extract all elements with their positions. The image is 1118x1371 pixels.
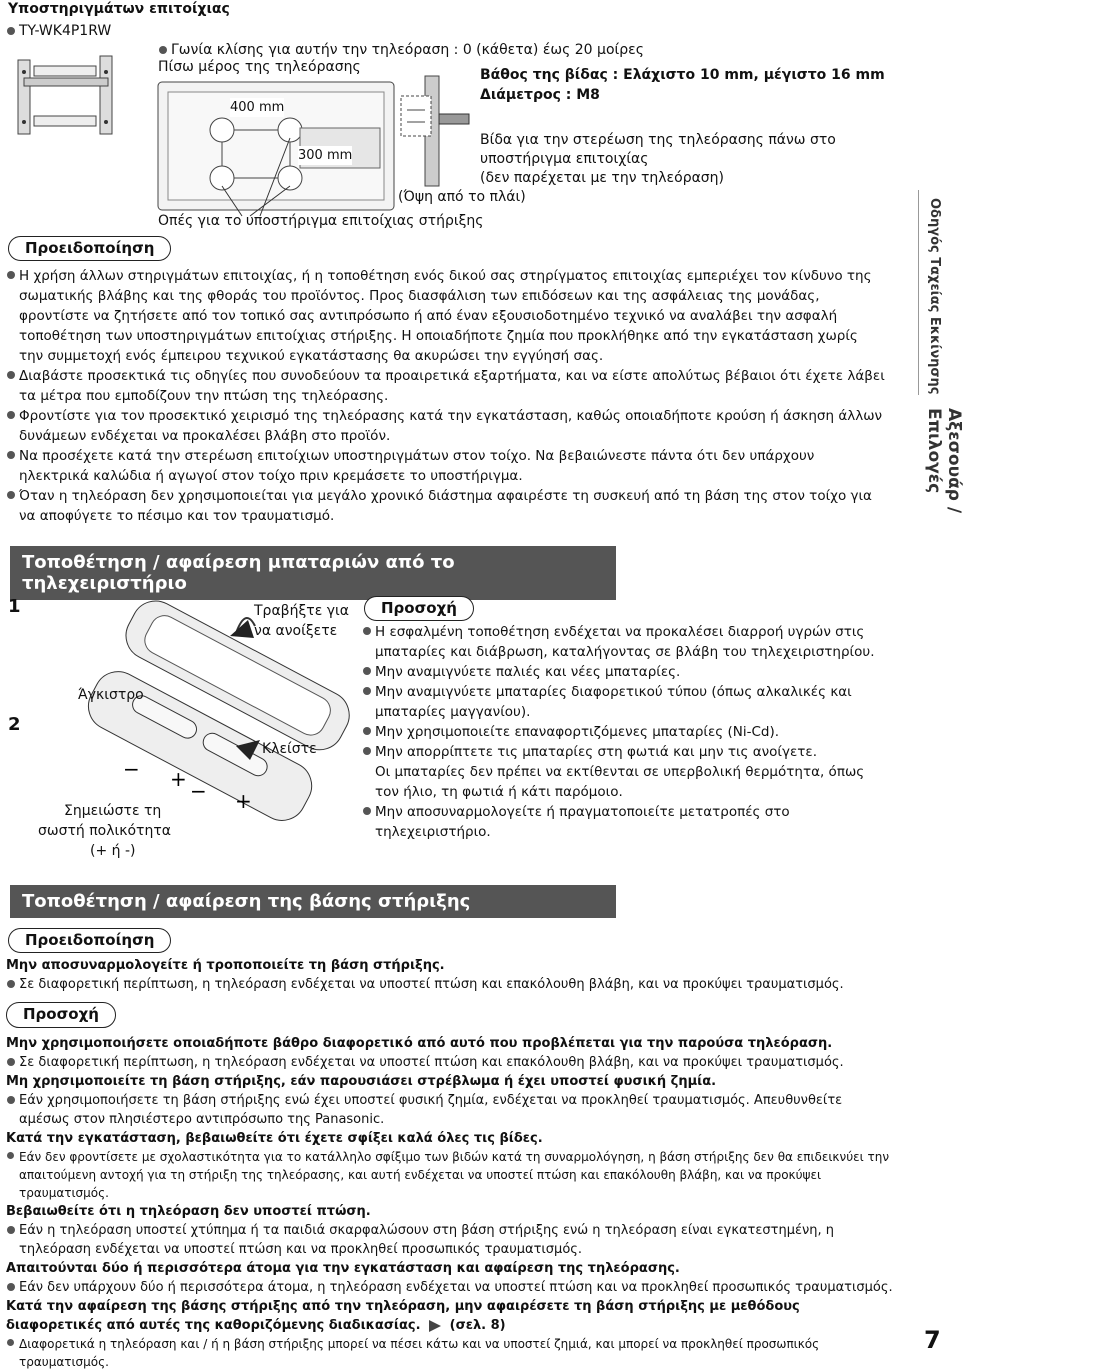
stand-caution-item: Εάν δεν υπάρχουν δύο ή περισσότερα άτομα, η τηλεόραση ενδέχεται να υποστεί πτώση και να προκληθεί προσωπικός τραυματισμός. bbox=[6, 1278, 896, 1297]
page-number: 7 bbox=[924, 1326, 941, 1354]
dim-300-label: 300 mm bbox=[298, 148, 353, 163]
svg-text:−: − bbox=[123, 757, 140, 781]
tilt-angle-text: Γωνία κλίσης για αυτήν την τηλεόραση : 0 (κάθετα) έως 20 μοίρες bbox=[158, 41, 1118, 60]
stand-caution-heading-text: διαφορετικές από αυτές της καθοριζόμενης διαδικασίας. bbox=[6, 1318, 421, 1333]
caution-item: Μην αναμιγνύετε μπαταρίες διαφορετικού τύπου (όπως αλκαλικές και μπαταρίες μαγγανίου). bbox=[362, 682, 882, 722]
stand-caution-heading: Κατά την αφαίρεση της βάσης στήριξης από την τηλεόραση, μην αφαιρέσετε τη βάση στήριξης με μεθόδους bbox=[6, 1299, 800, 1314]
stand-caution-item: Σε διαφορετική περίπτωση, η τηλεόραση ενδέχεται να υποστεί πτώση και επακόλουθη βλάβη, και να προκύψει τραυματισμός. bbox=[6, 1053, 896, 1072]
stand-caution-heading: Μην χρησιμοποιήσετε οποιαδήποτε βάθρο διαφορετικό από αυτό που προβλέπεται για την παρούσα τηλεόραση. bbox=[6, 1036, 833, 1051]
stand-caution-heading: Βεβαιωθείτε ότι η τηλεόραση δεν υποστεί πτώση. bbox=[6, 1204, 371, 1219]
stand-caution-heading: Απαιτούνται δύο ή περισσότερα άτομα για την εγκατάσταση και αφαίρεση της τηλεόρασης. bbox=[6, 1261, 680, 1276]
hook-label: Άγκιστρο bbox=[78, 687, 144, 703]
screw-note-3: (δεν παρέχεται με την τηλεόραση) bbox=[480, 170, 725, 186]
dim-400-label: 400 mm bbox=[230, 100, 285, 115]
screw-diameter: Διάμετρος : M8 bbox=[480, 87, 600, 103]
mount-holes-label: Οπές για το υποστήριγμα επιτοίχιας στήριξης bbox=[158, 213, 484, 229]
screw-note-2: υποστήριγμα επιτοιχίας bbox=[480, 151, 649, 167]
close-label: Κλείστε bbox=[262, 741, 317, 757]
caution-item: Μην χρησιμοποιείτε επαναφορτιζόμενες μπαταρίες (Ni-Cd). bbox=[362, 722, 882, 742]
warning-badge: Προειδοποίηση bbox=[8, 928, 171, 953]
sidebar-guide-label: Οδηγός Ταχείας Εκκίνησης bbox=[927, 198, 942, 395]
screw-depth: Βάθος της βίδας : Ελάχιστο 10 mm, μέγιστο 16 mm bbox=[480, 67, 885, 83]
pull-open-label-2: να ανοίξετε bbox=[254, 623, 338, 639]
model-number: TY-WK4P1RW bbox=[6, 22, 966, 41]
warning-badge: Προειδοποίηση bbox=[8, 236, 171, 261]
caution-badge: Προσοχή bbox=[6, 1002, 116, 1028]
caution-item: Η εσφαλμένη τοποθέτηση ενδέχεται να προκαλέσει διαρροή υγρών στις μπαταρίες και διάβρωση, καταλήγοντας σε βλάβη του τηλεχειριστηρίου. bbox=[362, 622, 882, 662]
caution-item: Μην απορρίπτετε τις μπαταρίες στη φωτιά και μην τις ανοίγετε. bbox=[362, 742, 882, 762]
screw-side-view-illustration bbox=[395, 66, 475, 190]
caution-badge: Προσοχή bbox=[364, 596, 474, 621]
sidebar-tab-accessories[interactable] bbox=[918, 400, 964, 600]
sidebar-accessories-label: Αξεσουάρ / Επιλογές bbox=[924, 408, 964, 514]
polarity-label-2: σωστή πολικότητα bbox=[38, 823, 172, 839]
arrow-right-icon bbox=[429, 1320, 441, 1332]
stand-caution-heading: Μη χρησιμοποιείτε τη βάση στήριξης, εάν παρουσιάσει στρέβλωμα ή έχει υποστεί φυσική ζημία. bbox=[6, 1074, 717, 1089]
stand-caution-item: Εάν η τηλεόραση υποστεί χτύπημα ή τα παιδιά σκαρφαλώσουν στη βάση στήριξης ενώ η τηλεόραση είναι εγκατεστημένη, η τηλεόραση ενδέχεται να υποστεί πτώση και να προκληθεί προσωπικός τραυματισμός. bbox=[6, 1221, 896, 1259]
stand-warning-item: Σε διαφορετική περίπτωση, η τηλεόραση ενδέχεται να υποστεί πτώση και επακόλουθη βλάβη, και να προκύψει τραυματισμός. bbox=[6, 975, 896, 994]
warning-item: Όταν η τηλεόραση δεν χρησιμοποιείται για μεγάλο χρονικό διάστημα αφαιρέστε τη συσκευή από τη βάση της στον τοίχο για να αποφύγετε το πέσιμο και τον τραυματισμό. bbox=[6, 486, 886, 526]
wall-bracket-illustration bbox=[14, 52, 124, 142]
step-2: 2 bbox=[8, 714, 21, 735]
pull-open-label-1: Τραβήξτε για bbox=[254, 603, 349, 619]
screw-note-1: Βίδα για την στερέωση της τηλεόρασης πάνω στο bbox=[480, 132, 836, 148]
stand-caution-heading: Κατά την εγκατάσταση, βεβαιωθείτε ότι έχετε σφίξει καλά όλες τις βίδες. bbox=[6, 1131, 543, 1146]
polarity-label-1: Σημειώστε τη bbox=[64, 803, 162, 819]
caution-item: Μην αναμιγνύετε παλιές και νέες μπαταρίες. bbox=[362, 662, 882, 682]
stand-caution-item: Διαφορετικά η τηλεόραση και / ή η βάση στήριξης μπορεί να πέσει κάτω και να υποστεί ζημιά, και μπορεί να προκληθεί προσωπικός τραυματισμός. bbox=[6, 1335, 896, 1371]
tv-back-label: Πίσω μέρος της τηλεόρασης bbox=[158, 59, 361, 75]
caution-item: Μην αποσυναρμολογείτε ή πραγματοποιείτε μετατροπές στο τηλεχειριστήριο. bbox=[362, 802, 882, 842]
warning-item: Φροντίστε για τον προσεκτικό χειρισμό της τηλεόρασης κατά την εγκατάσταση, καθώς οποιαδήποτε κρούση ή άσκηση άλλων δυνάμεων ενδέχεται να προκαλέσει βλάβη στο προϊόν. bbox=[6, 406, 886, 446]
stand-list bbox=[6, 956, 896, 1371]
step-1: 1 bbox=[8, 596, 21, 617]
warning-list bbox=[6, 266, 886, 526]
section-title: Υποστηριγμάτων επιτοίχιας bbox=[8, 1, 230, 17]
svg-text:+: + bbox=[170, 767, 187, 791]
svg-text:+: + bbox=[235, 789, 252, 813]
warning-item: Να προσέχετε κατά την στερέωση επιτοίχιων υποστηριγμάτων στον τοίχο. Να βεβαιώνεστε πάντα ότι δεν υπάρχουν ηλεκτρικά καλώδια ή αγωγοί στον τοίχο πριν κρεμάσετε το υποστήριγμα. bbox=[6, 446, 886, 486]
polarity-label-3: (+ ή -) bbox=[90, 843, 136, 859]
svg-text:−: − bbox=[190, 779, 207, 803]
stand-section-title: Τοποθέτηση / αφαίρεση της βάσης στήριξης bbox=[10, 885, 616, 918]
sidebar-tab-guide[interactable] bbox=[918, 190, 955, 395]
warning-item: Η χρήση άλλων στηριγμάτων επιτοιχίας, ή η τοποθέτηση ενός δικού σας στηρίγματος επιτοιχίας εμπεριέχει τον κίνδυνο της σωματικής βλάβης και της φθοράς του προϊόντος. Προς διασφάλιση των επιδόσεων και της ασφάλειας της μονάδας, φροντίστε να ζητήσετε από τον τοπικό σας αντιπρόσωπο ή από έναν εξουσιοδοτημένο τεχνικό να αναλάβει την ασφαλή τοποθέτηση των υποστηριγμάτων επιτοίχιας στήριξης. Η οποιαδήποτε ζημία που προκλήθηκε από την εγκατάσταση χωρίς την συμμετοχή ενός έμπειρου τεχνικού εγκατάστασης θα ακυρώσει την εγγύησή σας. bbox=[6, 266, 886, 366]
stand-warning-heading: Μην αποσυναρμολογείτε ή τροποποιείτε τη βάση στήριξης. bbox=[6, 958, 445, 973]
stand-caution-item: Εάν δεν φροντίσετε με σχολαστικότητα για το κατάλληλο σφίξιμο των βιδών κατά τη συναρμολόγηση, η βάση στήριξης δεν θα επιδεικνύει την απαιτούμενη αντοχή για τη στήριξη της τηλεόρασης, και αυτή ενδέχεται να υποστεί πτώση και επακόλουθη βλάβη, και να προκύψει τραυματισμός. bbox=[6, 1148, 896, 1202]
warning-item: Διαβάστε προσεκτικά τις οδηγίες που συνοδεύουν τα προαιρετικά εξαρτήματα, και να είστε απολύτως βέβαιοι ότι έχετε λάβει τα μέτρα που εμποδίζουν την πτώση της τηλεόρασης. bbox=[6, 366, 886, 406]
stand-caution-heading-2 bbox=[6, 1316, 896, 1335]
battery-caution-list bbox=[362, 622, 882, 842]
caution-extra: Οι μπαταρίες δεν πρέπει να εκτίθενται σε υπερβολική θερμότητα, όπως τον ήλιο, τη φωτιά ή κάτι παρόμοιο. bbox=[375, 764, 865, 800]
side-view-label: (Όψη από το πλάι) bbox=[398, 189, 526, 205]
page-reference-link[interactable]: (σελ. 8) bbox=[449, 1318, 506, 1333]
batteries-section-title: Τοποθέτηση / αφαίρεση μπαταριών από το τηλεχειριστήριο bbox=[10, 546, 616, 600]
stand-caution-item: Εάν χρησιμοποιήσετε τη βάση στήριξης ενώ έχει υποστεί φυσική ζημία, ενδέχεται να προκληθεί τραυματισμός. Απευθυνθείτε αμέσως στον πλησιέστερο αντιπρόσωπο της Panasonic. bbox=[6, 1091, 896, 1129]
